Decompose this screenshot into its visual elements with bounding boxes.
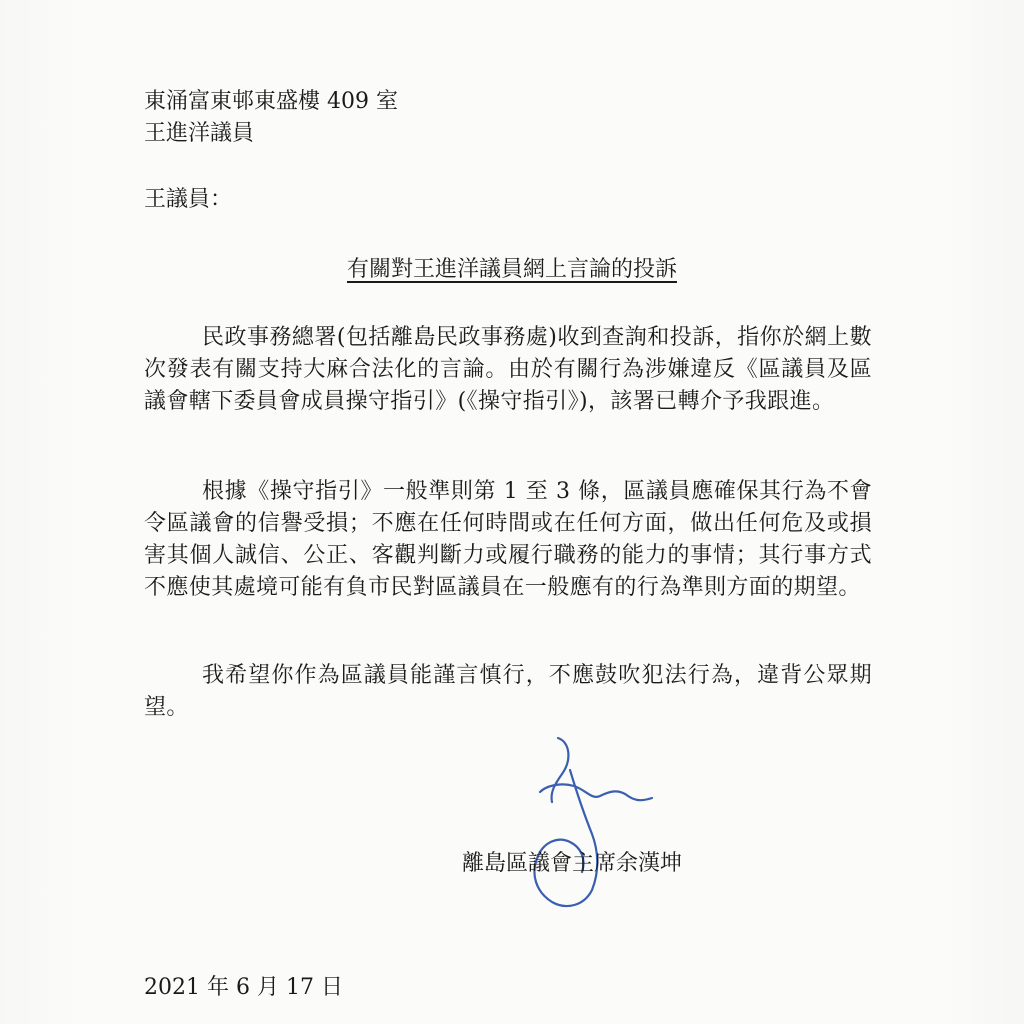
signature-stroke bbox=[534, 738, 652, 906]
letter-date: 2021 年 6 月 17 日 bbox=[144, 975, 343, 1000]
header-fragment bbox=[720, 0, 880, 6]
paragraph-1: 民政事務總署(包括離島民政事務處)收到查詢和投訴，指你於網上數次發表有關支持大麻合法化的言論。由於有關行為涉嫌違反《區議員及區議會轄下委員會成員操守指引》(《操守指引》)，該署已轉介予我跟進。 bbox=[144, 325, 872, 414]
signer-name: 離島區議會主席余漢坤 bbox=[462, 851, 683, 876]
paragraph-3: 我希望你作為區議員能謹言慎行，不應鼓吹犯法行為，違背公眾期望。 bbox=[144, 663, 872, 720]
subject-heading bbox=[0, 254, 1024, 286]
recipient-address bbox=[144, 86, 398, 150]
subject-text: 有關對王進洋議員網上言論的投訴 bbox=[346, 257, 677, 282]
address-line: 東涌富東邨東盛樓 409 室 bbox=[144, 89, 398, 114]
recipient-name: 王進洋議員 bbox=[144, 121, 255, 146]
handwritten-signature bbox=[500, 730, 670, 920]
salutation: 王議員： bbox=[144, 187, 233, 212]
paragraph-2: 根據《操守指引》一般準則第 1 至 3 條，區議員應確保其行為不會令區議會的信譽受損；不應在任何時間或在任何方面，做出任何危及或損害其個人誠信、公正、客觀判斷力或履行職務的能力的事情；其行事方式不應使其處境可能有負市民對區議員在一般應有的行為準則方面的期望。 bbox=[144, 479, 872, 600]
